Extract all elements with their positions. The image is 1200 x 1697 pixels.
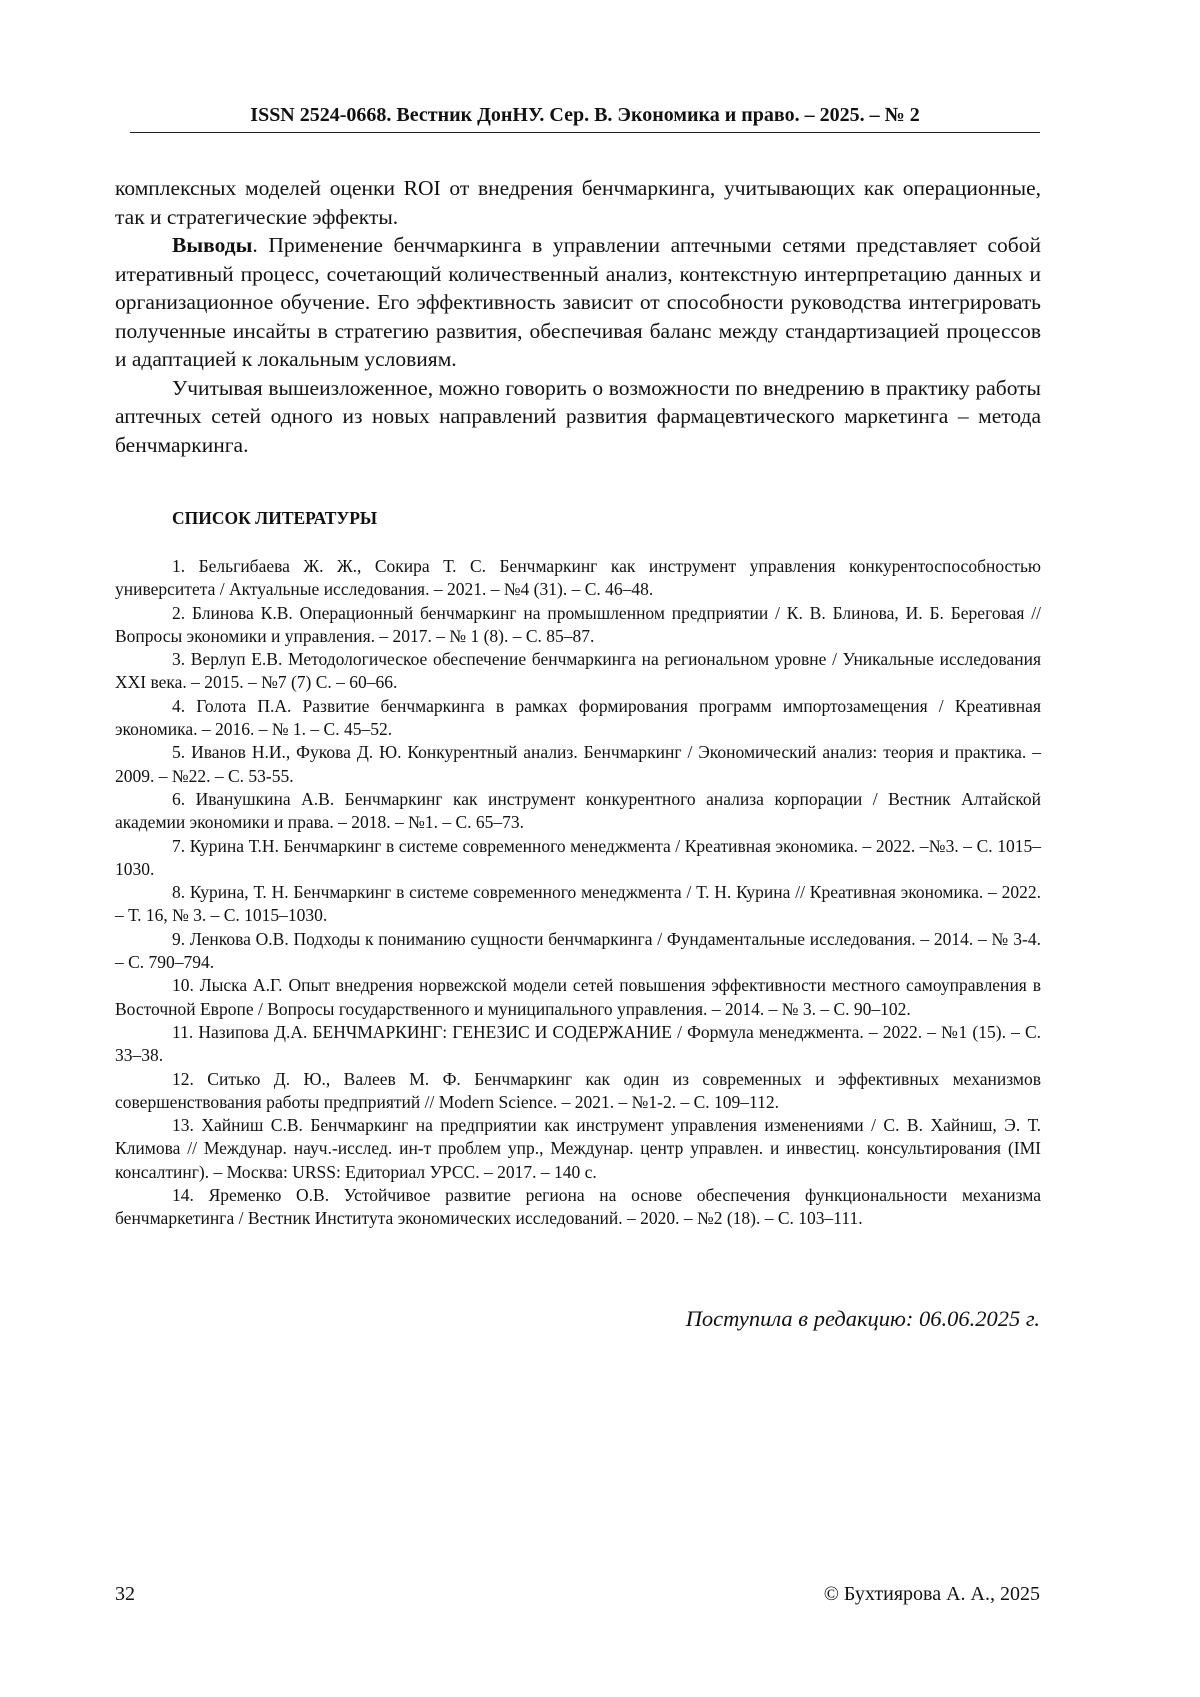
reference-item: 10. Лыска А.Г. Опыт внедрения норвежской модели сетей повышения эффективности местного самоуправления в Восточной Европе / Вопросы государственного и муниципального управления. – 2014. – № 3. – С. 90–102. <box>115 975 1041 1019</box>
received-date: Поступила в редакцию: 06.06.2025 г. <box>685 1306 1040 1331</box>
reference-item: 11. Назипова Д.А. БЕНЧМАРКИНГ: ГЕНЕЗИС И СОДЕРЖАНИЕ / Формула менеджмента. – 2022. – №1 (15). – С. 33–38. <box>115 1021 1041 1066</box>
reference-item: 3. Верлуп Е.В. Методологическое обеспечение бенчмаркинга на региональном уровне / Уникальные исследования XXI века. – 2015. – №7 (7) С. – 60–66. <box>115 649 1041 693</box>
copyright: © Бухтиярова А. А., 2025 <box>823 1583 1040 1605</box>
reference-item: 14. Яременко О.В. Устойчивое развитие региона на основе обеспечения функциональности механизма бенчмаркетинга / Вестник Института экономических исследований. – 2020. – №2 (18). – С. 103–111. <box>115 1185 1041 1229</box>
paragraph-continuation: комплексных моделей оценки ROI от внедрения бенчмаркинга, учитывающих как операционные, так и стратегические эффекты. <box>115 176 1041 229</box>
reference-item: 13. Хайниш С.В. Бенчмаркинг на предприятии как инструмент управления изменениями / С. В. Хайниш, Э. Т. Климова // Междунар. науч.-исслед. ин-т проблем упр., Междунар. центр управлен. и инвестиц. консультирования (IMI консалтинг). – Москва: URSS: Едиториал УРСС. – 2017. – 140 с. <box>115 1115 1041 1182</box>
reference-item: 9. Ленкова О.В. Подходы к пониманию сущности бенчмаркинга / Фундаментальные исследования. – 2014. – № 3-4. – С. 790–794. <box>115 928 1041 973</box>
reference-item: 4. Голота П.А. Развитие бенчмаркинга в рамках формирования программ импортозамещения / Креативная экономика. – 2016. – № 1. – С. 45–52. <box>115 695 1041 740</box>
reference-item: 1. Бельгибаева Ж. Ж., Сокира Т. С. Бенчмаркинг как инструмент управления конкурентоспособностью университета / Актуальные исследования. – 2021. – №4 (31). – С. 46–48. <box>115 556 1041 600</box>
header-rule <box>130 132 1040 133</box>
conclusions-heading: Выводы <box>172 233 253 257</box>
running-header: ISSN 2524-0668. Вестник ДонНУ. Сер. В. Экономика и право. – 2025. – № 2 <box>250 104 920 126</box>
conclusions-text: . Применение бенчмаркинга в управлении аптечными сетями представляет собой итеративный процесс, сочетающий количественный анализ, контекстную интерпретацию данных и организационное обучение. Его эффективность зависит от способности руководства интегрировать полученные инсайты в стратегию развития, обеспечивая баланс между стандартизацией процессов и адаптацией к локальным условиям. <box>115 233 1041 371</box>
references-title: СПИСОК ЛИТЕРАТУРЫ <box>172 508 378 528</box>
reference-item: 12. Ситько Д. Ю., Валеев М. Ф. Бенчмаркинг как один из современных и эффективных механизмов совершенствования работы предприятий // Modern Science. – 2021. – №1-2. – С. 109–112. <box>115 1068 1041 1112</box>
page-number: 32 <box>115 1583 135 1605</box>
reference-item: 6. Иванушкина А.В. Бенчмаркинг как инструмент конкурентного анализа корпорации / Вестник Алтайской академии экономики и права. – 2018. – №1. – С. 65–73. <box>115 788 1041 833</box>
reference-item: 7. Курина Т.Н. Бенчмаркинг в системе современного менеджмента / Креативная экономика. – 2022. –№3. – С. 1015–1030. <box>115 835 1041 879</box>
references-list <box>115 555 1041 1231</box>
paragraph-conclusions <box>115 231 1041 374</box>
main-text <box>115 174 1041 459</box>
paragraph-final: Учитывая вышеизложенное, можно говорить о возможности по внедрению в практику работы аптечных сетей одного из новых направлений развития фармацевтического маркетинга – метода бенчмаркинга. <box>115 375 1041 457</box>
reference-item: 5. Иванов Н.И., Фукова Д. Ю. Конкурентный анализ. Бенчмаркинг / Экономический анализ: теория и практика. – 2009. – №22. – С. 53-55. <box>115 742 1041 786</box>
reference-item: 8. Курина, Т. Н. Бенчмаркинг в системе современного менеджмента / Т. Н. Курина // Креативная экономика. – 2022. – Т. 16, № 3. – С. 1015–1030. <box>115 882 1041 926</box>
reference-item: 2. Блинова К.В. Операционный бенчмаркинг на промышленном предприятии / К. В. Блинова, И. Б. Береговая // Вопросы экономики и управления. – 2017. – № 1 (8). – С. 85–87. <box>115 602 1041 646</box>
